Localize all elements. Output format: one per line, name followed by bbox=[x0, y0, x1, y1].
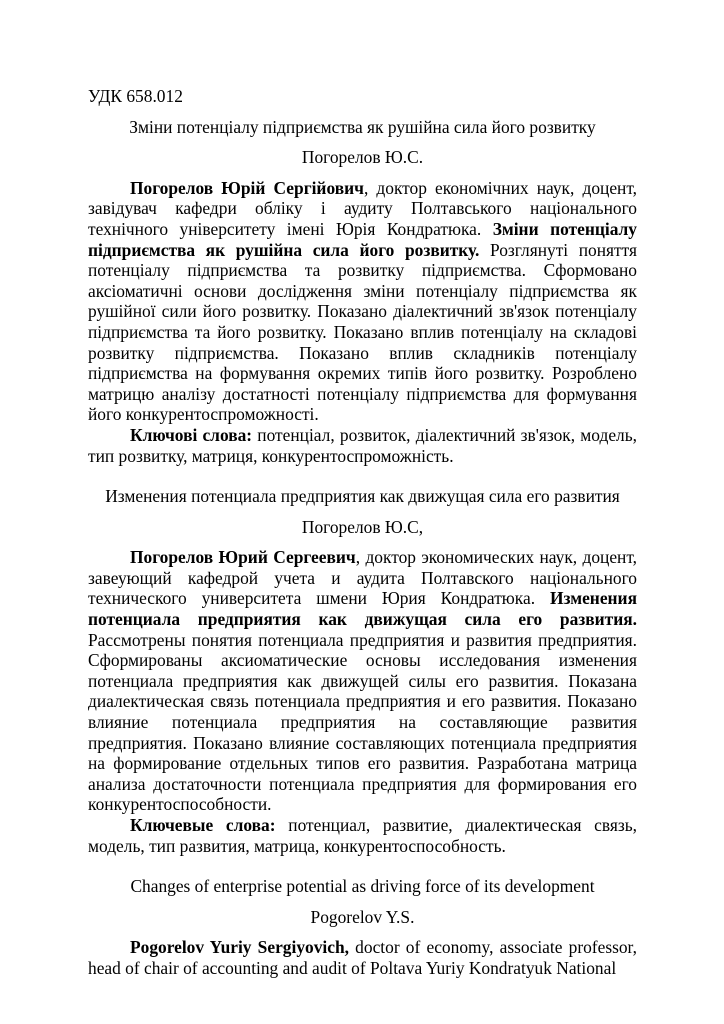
ua-author-full: Погорелов Юрій Сергійович bbox=[130, 177, 364, 198]
en-title: Changes of enterprise potential as driving force of its development bbox=[130, 876, 595, 897]
ru-keywords bbox=[88, 815, 637, 856]
udc-code: УДК 658.012 bbox=[88, 86, 183, 106]
ru-affiliation: , доктор экономических наук, доцент, завеующий кафедрой учета и аудита Полтавского національного технического университета шмени Юрия Кондратюка. bbox=[88, 547, 637, 609]
en-affiliation: doctor of economy, associate professor, head of chair of accounting and audit of Poltava Yuriy Kondratyuk National bbox=[88, 937, 637, 978]
ua-keywords bbox=[88, 425, 637, 466]
ua-keywords-text: потенціал, розвиток, діалектичний зв'язок, модель, тип розвитку, матриця, конкурентоспроможність. bbox=[88, 424, 637, 466]
ru-keywords-label: Ключевые слова: bbox=[130, 815, 276, 835]
ru-author-full: Погорелов Юрий Сергеевич bbox=[130, 547, 356, 568]
en-abstract bbox=[88, 937, 637, 978]
ua-keywords-label: Ключові слова: bbox=[130, 424, 253, 445]
ua-abstract-text: Розглянуті поняття потенціалу підприємства та розвитку підприємства. Сформовано аксіоматичні основи дослідження зміни потенціалу підприємства як рушійної сили його розвитку. Показано діалектичний зв'язок потенціалу підприємства та його розвитку. Показано вплив потенціалу на складові розвитку підприємства. Показано вплив складників потенціалу підприємства на формування окремих типів його розвитку. Розроблено матрицю аналізу достатності потенціалу підприємства для формування його конкурентоспроможності. bbox=[88, 239, 638, 425]
ru-abstract-text: Рассмотрены понятия потенциала предприятия и развития предприятия. Сформированы аксиоматические основы исследования изменения потенциала предприятия как движущей силы его развития. Показана диалектическая связь потенциала предприятия и его развития. Показано влияние потенциала предприятия на составляющие развития предприятия. Показано влияние составляющих потенциала предприятия на формирование отдельных типов его развития. Разработана матрица анализа достаточности потенциала предприятия для формирования его конкурентоспособности. bbox=[88, 629, 637, 815]
ru-author: Погорелов Ю.С, bbox=[301, 516, 424, 537]
ua-title-bold: Зміни потенціалу підприємства як рушійна сила його розвитку. bbox=[88, 218, 637, 260]
ua-author: Погорелов Ю.С. bbox=[301, 147, 424, 168]
ua-abstract bbox=[88, 178, 637, 425]
en-author: Pogorelov Y.S. bbox=[310, 906, 415, 927]
ru-title: Изменения потенциала предприятия как движущая сила его развития bbox=[105, 486, 620, 507]
ru-abstract bbox=[88, 547, 637, 815]
document-page bbox=[88, 0, 637, 999]
ru-keywords-text: потенциал, развитие, диалектическая связь, модель, тип развития, матрица, конкурентоспособность. bbox=[88, 815, 638, 856]
ua-affiliation: , доктор економічних наук, доцент, завідувач кафедри обліку і аудиту Полтавського національного технічного університету імені Юрія Кондратюка. bbox=[88, 177, 637, 239]
en-author-full: Pogorelov Yuriy Sergiyovich, bbox=[130, 937, 349, 958]
ru-title-bold: Изменения потенциала предприятия как движущая сила его развития. bbox=[88, 588, 637, 630]
ua-title: Зміни потенціалу підприємства як рушійна сила його розвитку bbox=[129, 116, 596, 137]
